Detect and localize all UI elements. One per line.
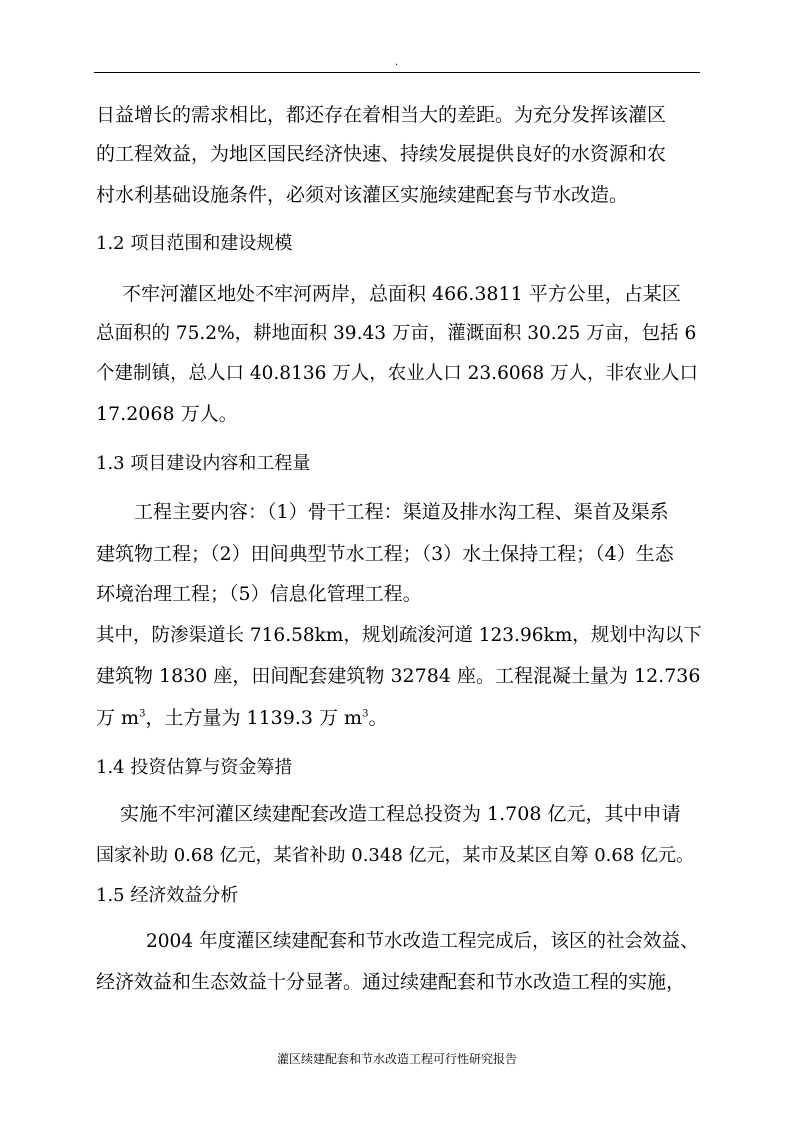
superscript: 3 [362,708,369,720]
text-segment: 万 m [96,707,140,729]
paragraph-line-14: 实施不牢河灌区续建配套改造工程总投资为 1.708 亿元，其中申请 [120,803,681,825]
paragraph-line-8: 工程主要内容：（1）骨干工程：渠道及排水沟工程、渠首及渠系 [134,501,669,523]
text-segment: ，土方量为 1139.3 万 m [145,707,363,729]
paragraph-line-13 [96,706,387,730]
section-heading-1-4: 1.4 投资估算与资金筹措 [96,757,293,778]
header-mark: . [395,57,399,68]
section-heading-1-2: 1.2 项目范围和建设规模 [96,233,293,254]
paragraph-line-15: 国家补助 0.68 亿元，某省补助 0.348 亿元，某市及某区自筹 0.68 亿元。 [96,845,695,866]
header-rule [94,72,700,73]
section-heading-1-5: 1.5 经济效益分析 [96,885,239,906]
paragraph-line-11: 其中，防渗渠道长 716.58km，规划疏浚河道 123.96km，规划中沟以下 [96,625,702,646]
text-segment: 。 [368,707,388,729]
paragraph-line-10: 环境治理工程；（5）信息化管理工程。 [96,583,422,605]
paragraph-line-4: 不牢河灌区地处不牢河两岸，总面积 466.3811 平方公里，占某区 [122,283,681,305]
paragraph-line-3: 村水利基础设施条件，必须对该灌区实施续建配套与节水改造。 [96,184,629,206]
page-footer: 灌区续建配套和节水改造工程可行性研究报告 [276,1052,517,1066]
superscript: 3 [139,708,146,720]
paragraph-line-6: 个建制镇，总人口 40.8136 万人，农业人口 23.6068 万人，非农业人口 [96,363,699,384]
paragraph-line-17: 经济效益和生态效益十分显著。通过续建配套和节水改造工程的实施， [96,971,686,993]
paragraph-line-2: 的工程效益，为地区国民经济快速、持续发展提供良好的水资源和农 [96,143,667,165]
paragraph-line-5: 总面积的 75.2%，耕地面积 39.43 万亩，灌溉面积 30.25 万亩，包括 6 [96,323,697,344]
paragraph-line-12: 建筑物 1830 座，田间配套建筑物 32784 座。工程混凝土量为 12.736 [96,665,701,687]
paragraph-line-7: 17.2068 万人。 [96,403,238,425]
section-heading-1-3: 1.3 项目建设内容和工程量 [96,453,311,474]
paragraph-line-1: 日益增长的需求相比，都还存在着相当大的差距。为充分发挥该灌区 [96,104,667,126]
paragraph-line-16: 2004 年度灌区续建配套和节水改造工程完成后，该区的社会效益、 [146,931,699,952]
paragraph-line-9: 建筑物工程；（2）田间典型节水工程；（3）水土保持工程；（4）生态 [96,543,674,565]
